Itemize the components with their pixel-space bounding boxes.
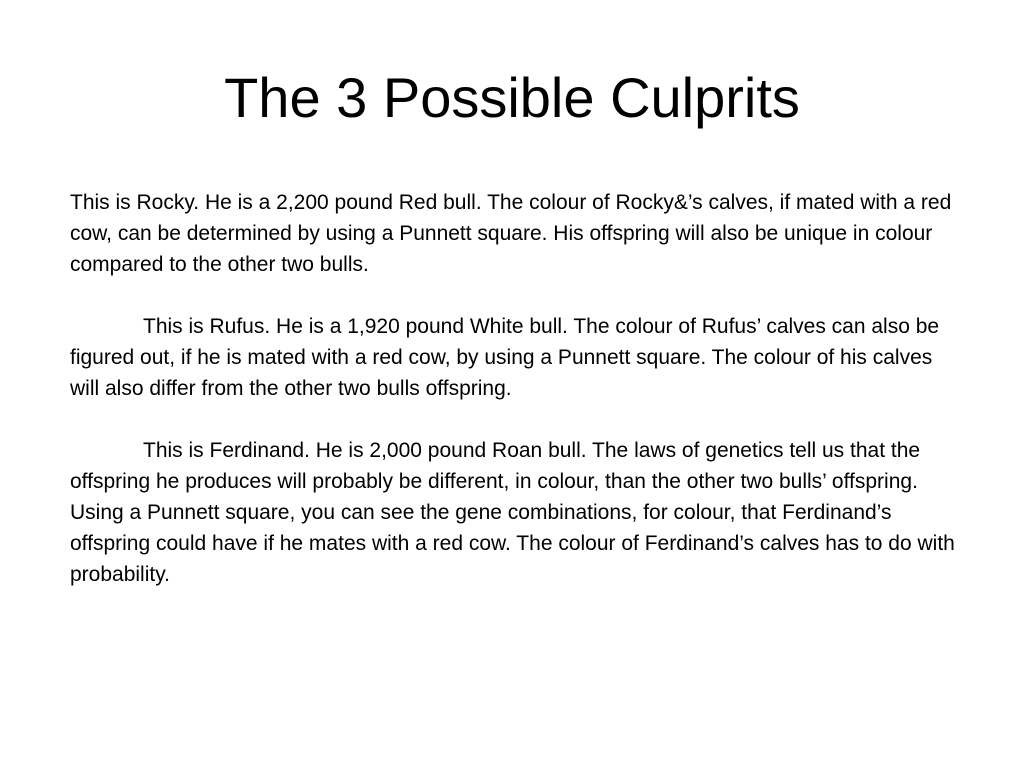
paragraph-rufus: This is Rufus. He is a 1,920 pound White bull. The colour of Rufus’ calves can also be figured out, if he is mated with a red cow, by using a Punnett square. The colour of his calves will also differ from the other two bulls offspring. (70, 315, 940, 400)
paragraph-spacer (70, 280, 960, 311)
paragraph-ferdinand: This is Ferdinand. He is 2,000 pound Roan bull. The laws of genetics tell us that the offspring he produces will probably be different, in colour, than the other two bulls’ offspring. Using a Punnett square, you can see the gene combinations, for colour, that Ferdinand’s offspring could have if he mates with a red cow. The colour of Ferdinand’s calves has to do with probability. (70, 439, 955, 586)
paragraph-rocky: This is Rocky. He is a 2,200 pound Red bull. The colour of Rocky&’s calves, if mated with a red cow, can be determined by using a Punnett square. His offspring will also be unique in colour compared to the other two bulls. (70, 191, 952, 276)
paragraph-spacer (70, 404, 960, 435)
slide-body (70, 187, 960, 590)
slide-title: The 3 Possible Culprits (224, 66, 800, 129)
